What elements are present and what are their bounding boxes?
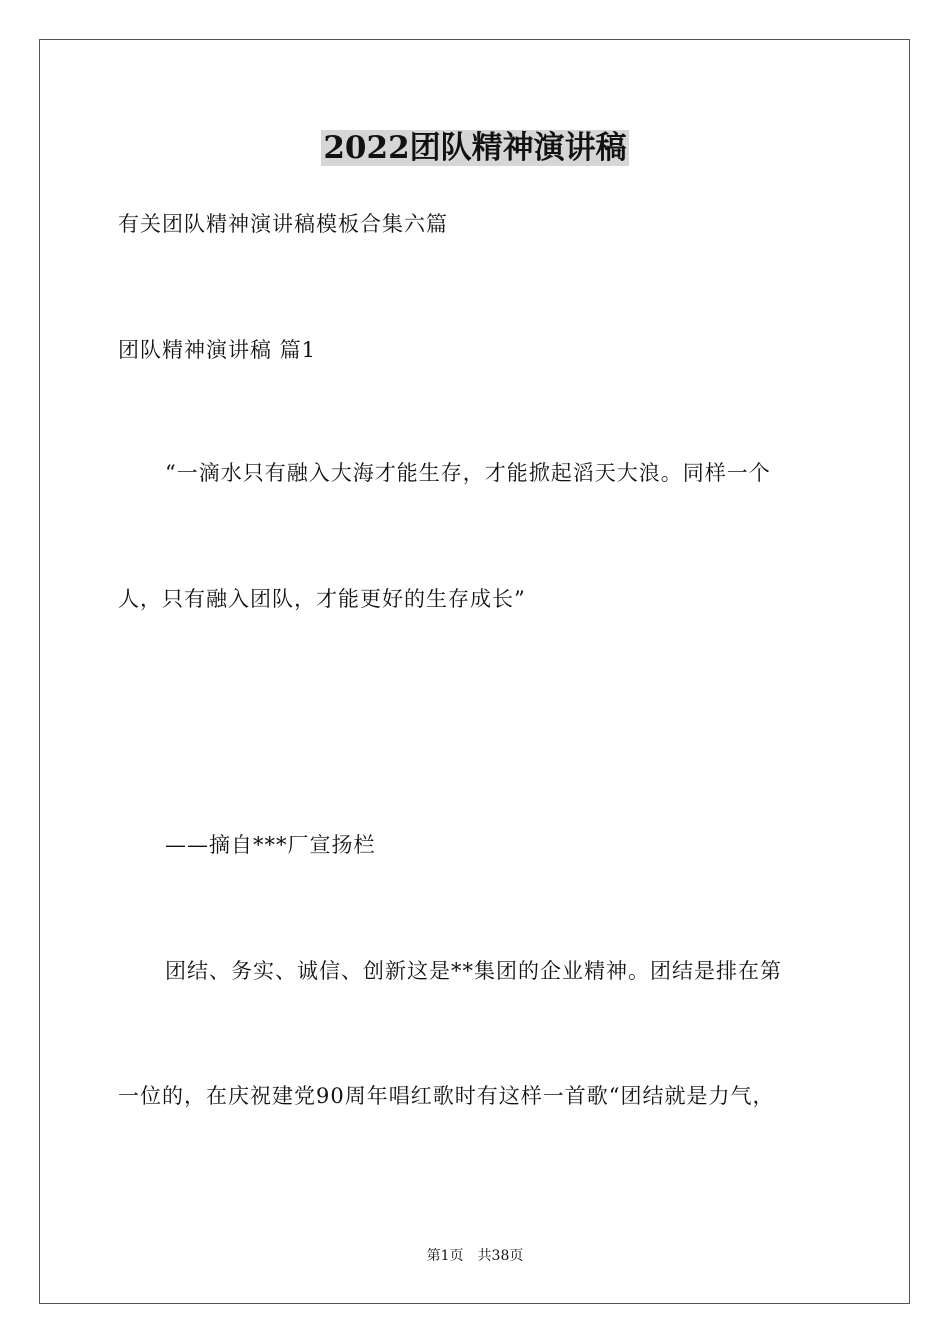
document-title-text: 2022团队精神演讲稿: [323, 130, 627, 166]
page-footer: 第1页 共38页: [426, 1248, 524, 1264]
document-subtitle: 有关团队精神演讲稿模板合集六篇: [118, 212, 448, 236]
document-title: [0, 126, 950, 170]
paragraph-line: 团结、务实、诚信、创新这是**集团的企业精神。团结是排在第: [165, 959, 782, 983]
paragraph-line: 一位的，在庆祝建党90周年唱红歌时有这样一首歌“团结就是力气，: [118, 1084, 775, 1108]
quote-attribution: ——摘自***厂宣扬栏: [165, 833, 376, 857]
section-heading: 团队精神演讲稿 篇1: [118, 338, 317, 362]
paragraph-line: “一滴水只有融入大海才能生存，才能掀起滔天大浪。同样一个: [165, 461, 771, 485]
paragraph-line: 人，只有融入团队，才能更好的生存成长”: [118, 587, 526, 611]
